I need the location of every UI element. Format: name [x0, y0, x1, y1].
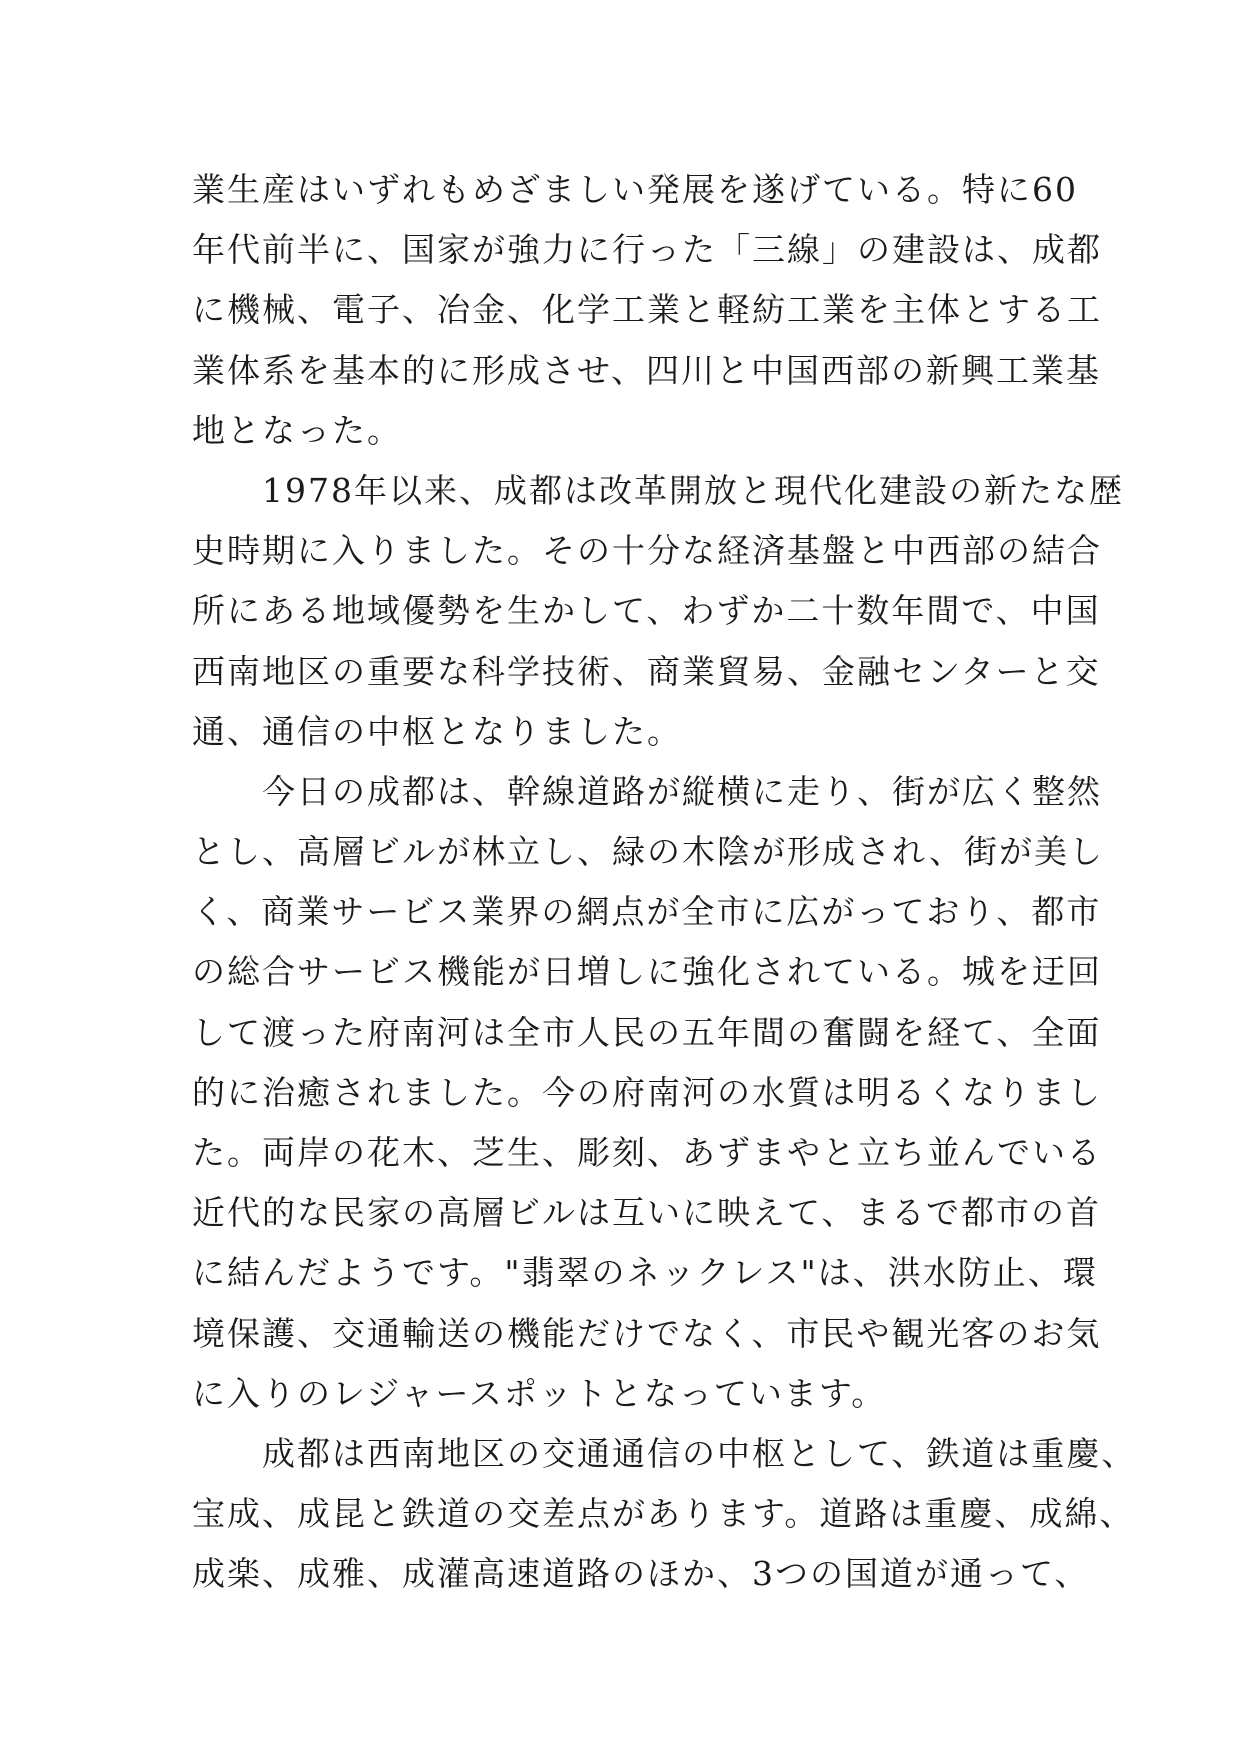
- text-line: 的に治癒されました。今の府南河の水質は明るくなりまし: [192, 1072, 1102, 1112]
- body-text: [192, 160, 1137, 1605]
- text-line: に機械、電子、冶金、化学工業と軽紡工業を主体とする工: [192, 290, 1102, 330]
- text-line: 年代前半に、国家が強力に行った「三線」の建設は、成都: [192, 230, 1102, 270]
- text-line: 業生産はいずれもめざましい発展を遂げている。特に60: [192, 170, 1078, 209]
- text-line: 成楽、成雅、成灌高速道路のほか、3つの国道が通って、: [192, 1554, 1090, 1594]
- text-line: た。両岸の花木、芝生、彫刻、あずまやと立ち並んでいる: [192, 1133, 1102, 1172]
- text-line: して渡った府南河は全市人民の五年間の奮闘を経て、全面: [192, 1012, 1102, 1052]
- text-line: 近代的な民家の高層ビルは互いに映えて、まるで都市の首: [192, 1193, 1102, 1233]
- text-line: の総合サービス機能が日増しに強化されている。城を迂回: [192, 952, 1102, 992]
- text-line: 1978年以来、成都は改革開放と現代化建設の新たな歴: [192, 470, 1124, 510]
- text-line: 通、通信の中枢となりました。: [192, 711, 682, 751]
- text-line: 宝成、成昆と鉄道の交差点があります。道路は重慶、成綿、: [192, 1494, 1135, 1534]
- text-line: 所にある地域優勢を生かして、わずか二十数年間で、中国: [192, 591, 1101, 631]
- text-line: に入りのレジャースポットとなっています。: [192, 1373, 887, 1413]
- text-line: 地となった。: [192, 410, 402, 450]
- text-line: 境保護、交通輸送の機能だけでなく、市民や観光客のお気: [192, 1313, 1102, 1353]
- text-line: 西南地区の重要な科学技術、商業貿易、金融センターと交: [192, 651, 1101, 691]
- text-line: に結んだようです。"翡翠のネックレス"は、洪水防止、環: [192, 1253, 1098, 1293]
- text-line: 成都は西南地区の交通通信の中枢として、鉄道は重慶、: [192, 1433, 1137, 1473]
- text-line: とし、高層ビルが林立し、緑の木陰が形成され、街が美し: [192, 832, 1104, 872]
- text-line: 業体系を基本的に形成させ、四川と中国西部の新興工業基: [192, 350, 1102, 390]
- text-line: 今日の成都は、幹線道路が縦横に走り、街が広く整然: [192, 771, 1102, 811]
- text-line: 史時期に入りました。その十分な経済基盤と中西部の結合: [192, 531, 1102, 571]
- text-line: く、商業サービス業界の網点が全市に広がっており、都市: [192, 892, 1102, 932]
